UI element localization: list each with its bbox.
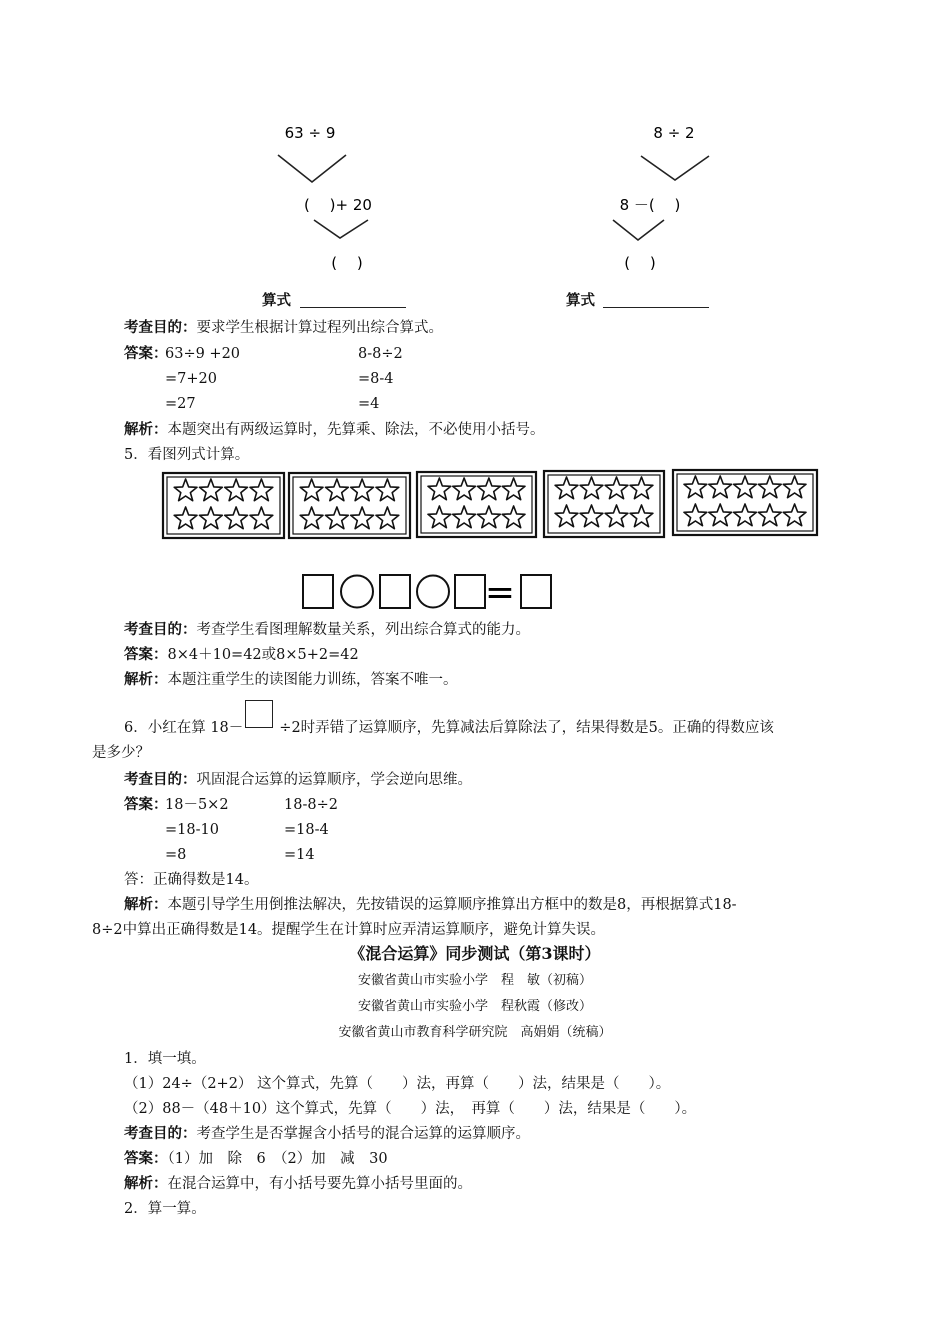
star-icon [684,476,707,498]
s2-title: 2．算一算。 [124,1201,206,1217]
star-icon [605,477,628,499]
star-icon [200,479,223,501]
right-tree-top: 8 ÷ 2 [653,124,695,142]
star-icon [630,477,653,499]
star-icon [453,506,476,528]
q6-reply: 答：正确得数是14。 [124,872,259,888]
q4-tree-diagrams [0,0,950,320]
q5-purpose [124,620,530,640]
q4-answer-left-1: 63÷9 +20 [165,346,241,362]
equation-circle-2 [417,576,449,608]
right-tree-branch-2 [613,220,664,240]
q5-analysis [124,670,458,690]
s1-item-1: （1）24÷（2+2） 这个算式，先算（ ）法，再算（ ）法，结果是（ ）。 [124,1076,671,1092]
left-tree-branch-1 [278,155,346,182]
purpose-label: 考查目的： [124,621,197,638]
right-tree-mid: 8 －( ) [619,196,681,214]
q6-line-1-part-b: ÷2时弄错了运算顺序，先算减法后算除法了，结果得数是5。正确的得数应该 [279,720,774,736]
right-tree-bottom: ( ) [624,254,656,272]
right-formula-label: 算式 [566,292,595,309]
star-box-4 [544,471,664,537]
answer-label: 答案： [124,646,168,663]
author-line-3: 安徽省黄山市教育科学研究院 高娟娟（统稿） [338,1025,612,1040]
q6-answer-right-2: =18-4 [284,822,329,838]
q6-line-1-part-a: 6．小红在算 18－ [124,720,244,736]
answer-text: （1）加 除 6 （2）加 减 30 [167,1151,388,1167]
star-icon [478,506,501,528]
q6-answer-left-1: 18－5×2 [165,797,229,813]
star-icon [351,507,374,529]
s1-item-2: （2）88－（48＋10）这个算式，先算（ ）法， 再算（ ）法，结果是（ ）。 [124,1101,697,1117]
star-box-2 [289,473,410,538]
q4-answer-label: 答案： [124,345,168,362]
star-icon [174,479,197,501]
star-icon [605,505,628,527]
star-icon [478,478,501,500]
star-icon [351,479,374,501]
star-icon [326,479,349,501]
q6-analysis-line-2: 8÷2中算出正确得数是14。提醒学生在计算时应弄清运算顺序，避免计算失误。 [92,922,606,938]
purpose-label: 考查目的： [124,319,197,336]
star-box-1 [163,473,284,538]
q4-answer-right-1: 8-8÷2 [358,346,403,362]
analysis-text: 在混合运算中，有小括号要先算小括号里面的。 [167,1176,472,1192]
star-icon [709,504,732,526]
analysis-label: 解析： [124,896,168,913]
star-icon [580,505,603,527]
star-icon [250,507,273,529]
q5-star-figure [0,460,950,620]
equation-circle-1 [341,576,373,608]
left-formula-label: 算式 [262,292,291,309]
equation-square-result [521,575,551,608]
right-formula-blank [603,307,709,308]
star-icon [734,504,757,526]
star-icon [250,479,273,501]
star-icon [709,476,732,498]
star-icon [453,478,476,500]
q6-answer-right-1: 18-8÷2 [284,797,338,813]
q6-line-2: 是多少？ [92,745,150,761]
star-icon [174,507,197,529]
analysis-label: 解析： [124,671,168,688]
star-icon [758,504,781,526]
star-icon [300,479,323,501]
star-icon [734,476,757,498]
q6-blank-box [245,700,273,728]
left-tree-top: 63 ÷ 9 [284,124,336,142]
q5-answer [124,645,359,665]
s1-purpose [124,1124,530,1144]
analysis-label: 解析： [124,421,168,438]
equation-square-2 [380,575,410,608]
star-icon [684,504,707,526]
analysis-label: 解析： [124,1175,168,1192]
q4-answer-left-2: =7+20 [165,371,217,387]
purpose-text: 考查学生是否掌握含小括号的混合运算的运算顺序。 [196,1126,530,1142]
star-icon [555,477,578,499]
star-icon [502,506,525,528]
s1-analysis [124,1174,472,1194]
star-icon [783,476,806,498]
left-formula-blank [300,307,406,308]
star-icon [630,505,653,527]
q6-line-1 [124,710,774,738]
star-icon [200,507,223,529]
q4-answer-right-3: =4 [358,396,380,412]
right-tree-branch-1 [641,156,709,180]
left-tree-branch-2 [314,220,368,238]
star-icon [376,507,399,529]
s1-title: 1．填一填。 [124,1051,206,1067]
q4-analysis [124,420,545,440]
star-icon [376,479,399,501]
star-icon [428,478,451,500]
q4-answer-left-3: =27 [165,396,196,412]
q6-analysis [124,895,737,915]
equation-equals: = [484,572,516,613]
star-icon [502,478,525,500]
author-line-1: 安徽省黄山市实验小学 程 敏（初稿） [357,973,592,988]
author-line-2: 安徽省黄山市实验小学 程秋霞（修改） [357,999,592,1014]
q4-answer-right-2: =8-4 [358,371,394,387]
star-icon [555,505,578,527]
star-icon [428,506,451,528]
purpose-label: 考查目的： [124,771,197,788]
star-icon [758,476,781,498]
purpose-text: 巩固混合运算的运算顺序，学会逆向思维。 [196,772,472,788]
equation-square-3 [455,575,485,608]
purpose-label: 考查目的： [124,1125,197,1142]
section-title: 《混合运算》同步测试（第3课时） [349,944,601,963]
star-icon [580,477,603,499]
q6-answer-label: 答案： [124,796,168,813]
s1-answer [124,1149,388,1169]
star-icon [326,507,349,529]
q6-purpose [124,770,472,790]
star-icon [300,507,323,529]
purpose-text: 要求学生根据计算过程列出综合算式。 [196,320,443,336]
left-tree-bottom: ( ) [331,254,363,272]
analysis-text: 本题引导学生用倒推法解决，先按错误的运算顺序推算出方框中的数是8，再根据算式18- [167,897,737,913]
q5-title: 5．看图列式计算。 [124,447,250,463]
q6-answer-right-3: =14 [284,847,315,863]
answer-text: 8×4＋10=42或8×5+2=42 [167,647,359,663]
left-tree-mid: ( )+ 20 [304,196,372,214]
star-icon [225,507,248,529]
q6-answer-left-3: =8 [165,847,187,863]
star-icon [783,504,806,526]
star-box-3 [417,472,536,537]
star-icon [225,479,248,501]
analysis-text: 本题注重学生的读图能力训练，答案不唯一。 [167,672,458,688]
purpose-text: 考查学生看图理解数量关系，列出综合算式的能力。 [196,622,530,638]
answer-label: 答案： [124,1150,168,1167]
q6-answer-left-2: =18-10 [165,822,219,838]
equation-square-1 [303,575,333,608]
analysis-text: 本题突出有两级运算时，先算乘、除法，不必使用小括号。 [167,422,545,438]
q4-purpose [124,318,443,338]
